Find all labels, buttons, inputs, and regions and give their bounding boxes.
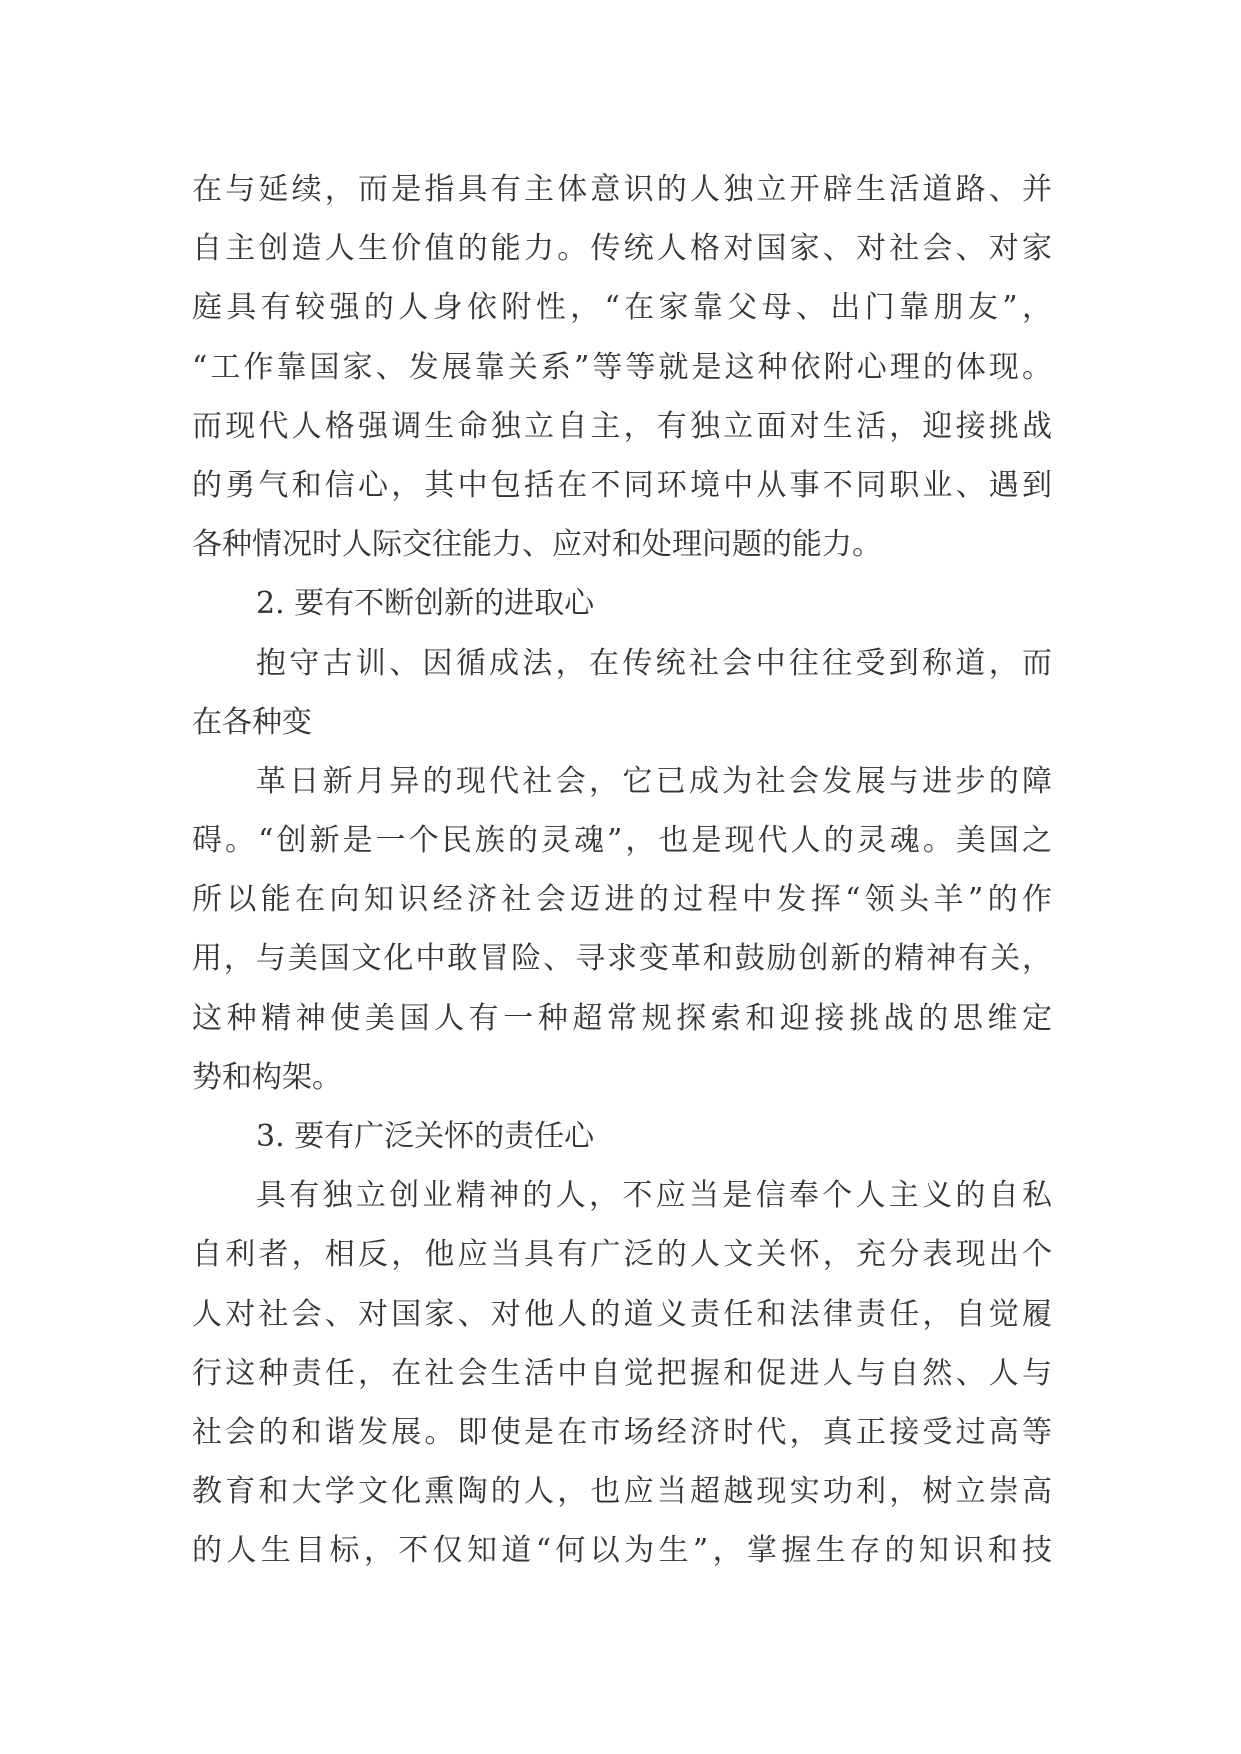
text-line: 革日新月异的现代社会，它已成为社会发展与进步的障 xyxy=(256,763,1052,799)
text-line: 这种精神使美国人有一种超常规探索和迎接挑战的思维定 xyxy=(192,1000,1052,1036)
text-line: 所以能在向知识经济社会迈进的过程中发挥“领头羊”的作 xyxy=(192,882,1052,918)
section-heading: 2. 要有不断创新的进取心 xyxy=(256,586,595,622)
text-line: 在各种变 xyxy=(192,704,312,740)
text-line: 自利者，相反，他应当具有广泛的人文关怀，充分表现出个 xyxy=(192,1237,1052,1273)
body-text xyxy=(192,160,1052,1581)
text-line: 的人生目标，不仅知道“何以为生”，掌握生存的知识和技 xyxy=(192,1533,1052,1569)
text-line: 庭具有较强的人身依附性，“在家靠父母、出门靠朋友”， xyxy=(192,290,1052,326)
text-line: 在与延续，而是指具有主体意识的人独立开辟生活道路、并 xyxy=(192,172,1052,207)
text-line: “工作靠国家、发展靠关系”等等就是这种依附心理的体现。 xyxy=(192,349,1052,385)
text-line: 人对社会、对国家、对他人的道义责任和法律责任，自觉履 xyxy=(192,1296,1052,1332)
text-line: 各种情况时人际交往能力、应对和处理问题的能力。 xyxy=(192,527,882,563)
text-line: 教育和大学文化熏陶的人，也应当超越现实功利，树立崇高 xyxy=(192,1474,1052,1510)
text-line: 抱守古训、因循成法，在传统社会中往往受到称道，而 xyxy=(256,645,1052,681)
text-line: 势和构架。 xyxy=(192,1059,342,1095)
text-line: 具有独立创业精神的人，不应当是信奉个人主义的自私 xyxy=(256,1178,1052,1214)
text-line: 而现代人格强调生命独立自主，有独立面对生活，迎接挑战 xyxy=(192,408,1052,444)
text-line: 碍。“创新是一个民族的灵魂”，也是现代人的灵魂。美国之 xyxy=(192,823,1052,859)
text-line: 的勇气和信心，其中包括在不同环境中从事不同职业、遇到 xyxy=(192,467,1052,503)
text-line: 自主创造人生价值的能力。传统人格对国家、对社会、对家 xyxy=(192,231,1052,267)
section-heading: 3. 要有广泛关怀的责任心 xyxy=(256,1119,595,1154)
text-line: 用，与美国文化中敢冒险、寻求变革和鼓励创新的精神有关， xyxy=(192,941,1052,977)
text-line: 社会的和谐发展。即使是在市场经济时代，真正接受过高等 xyxy=(192,1414,1052,1450)
text-line: 行这种责任，在社会生活中自觉把握和促进人与自然、人与 xyxy=(192,1355,1052,1391)
